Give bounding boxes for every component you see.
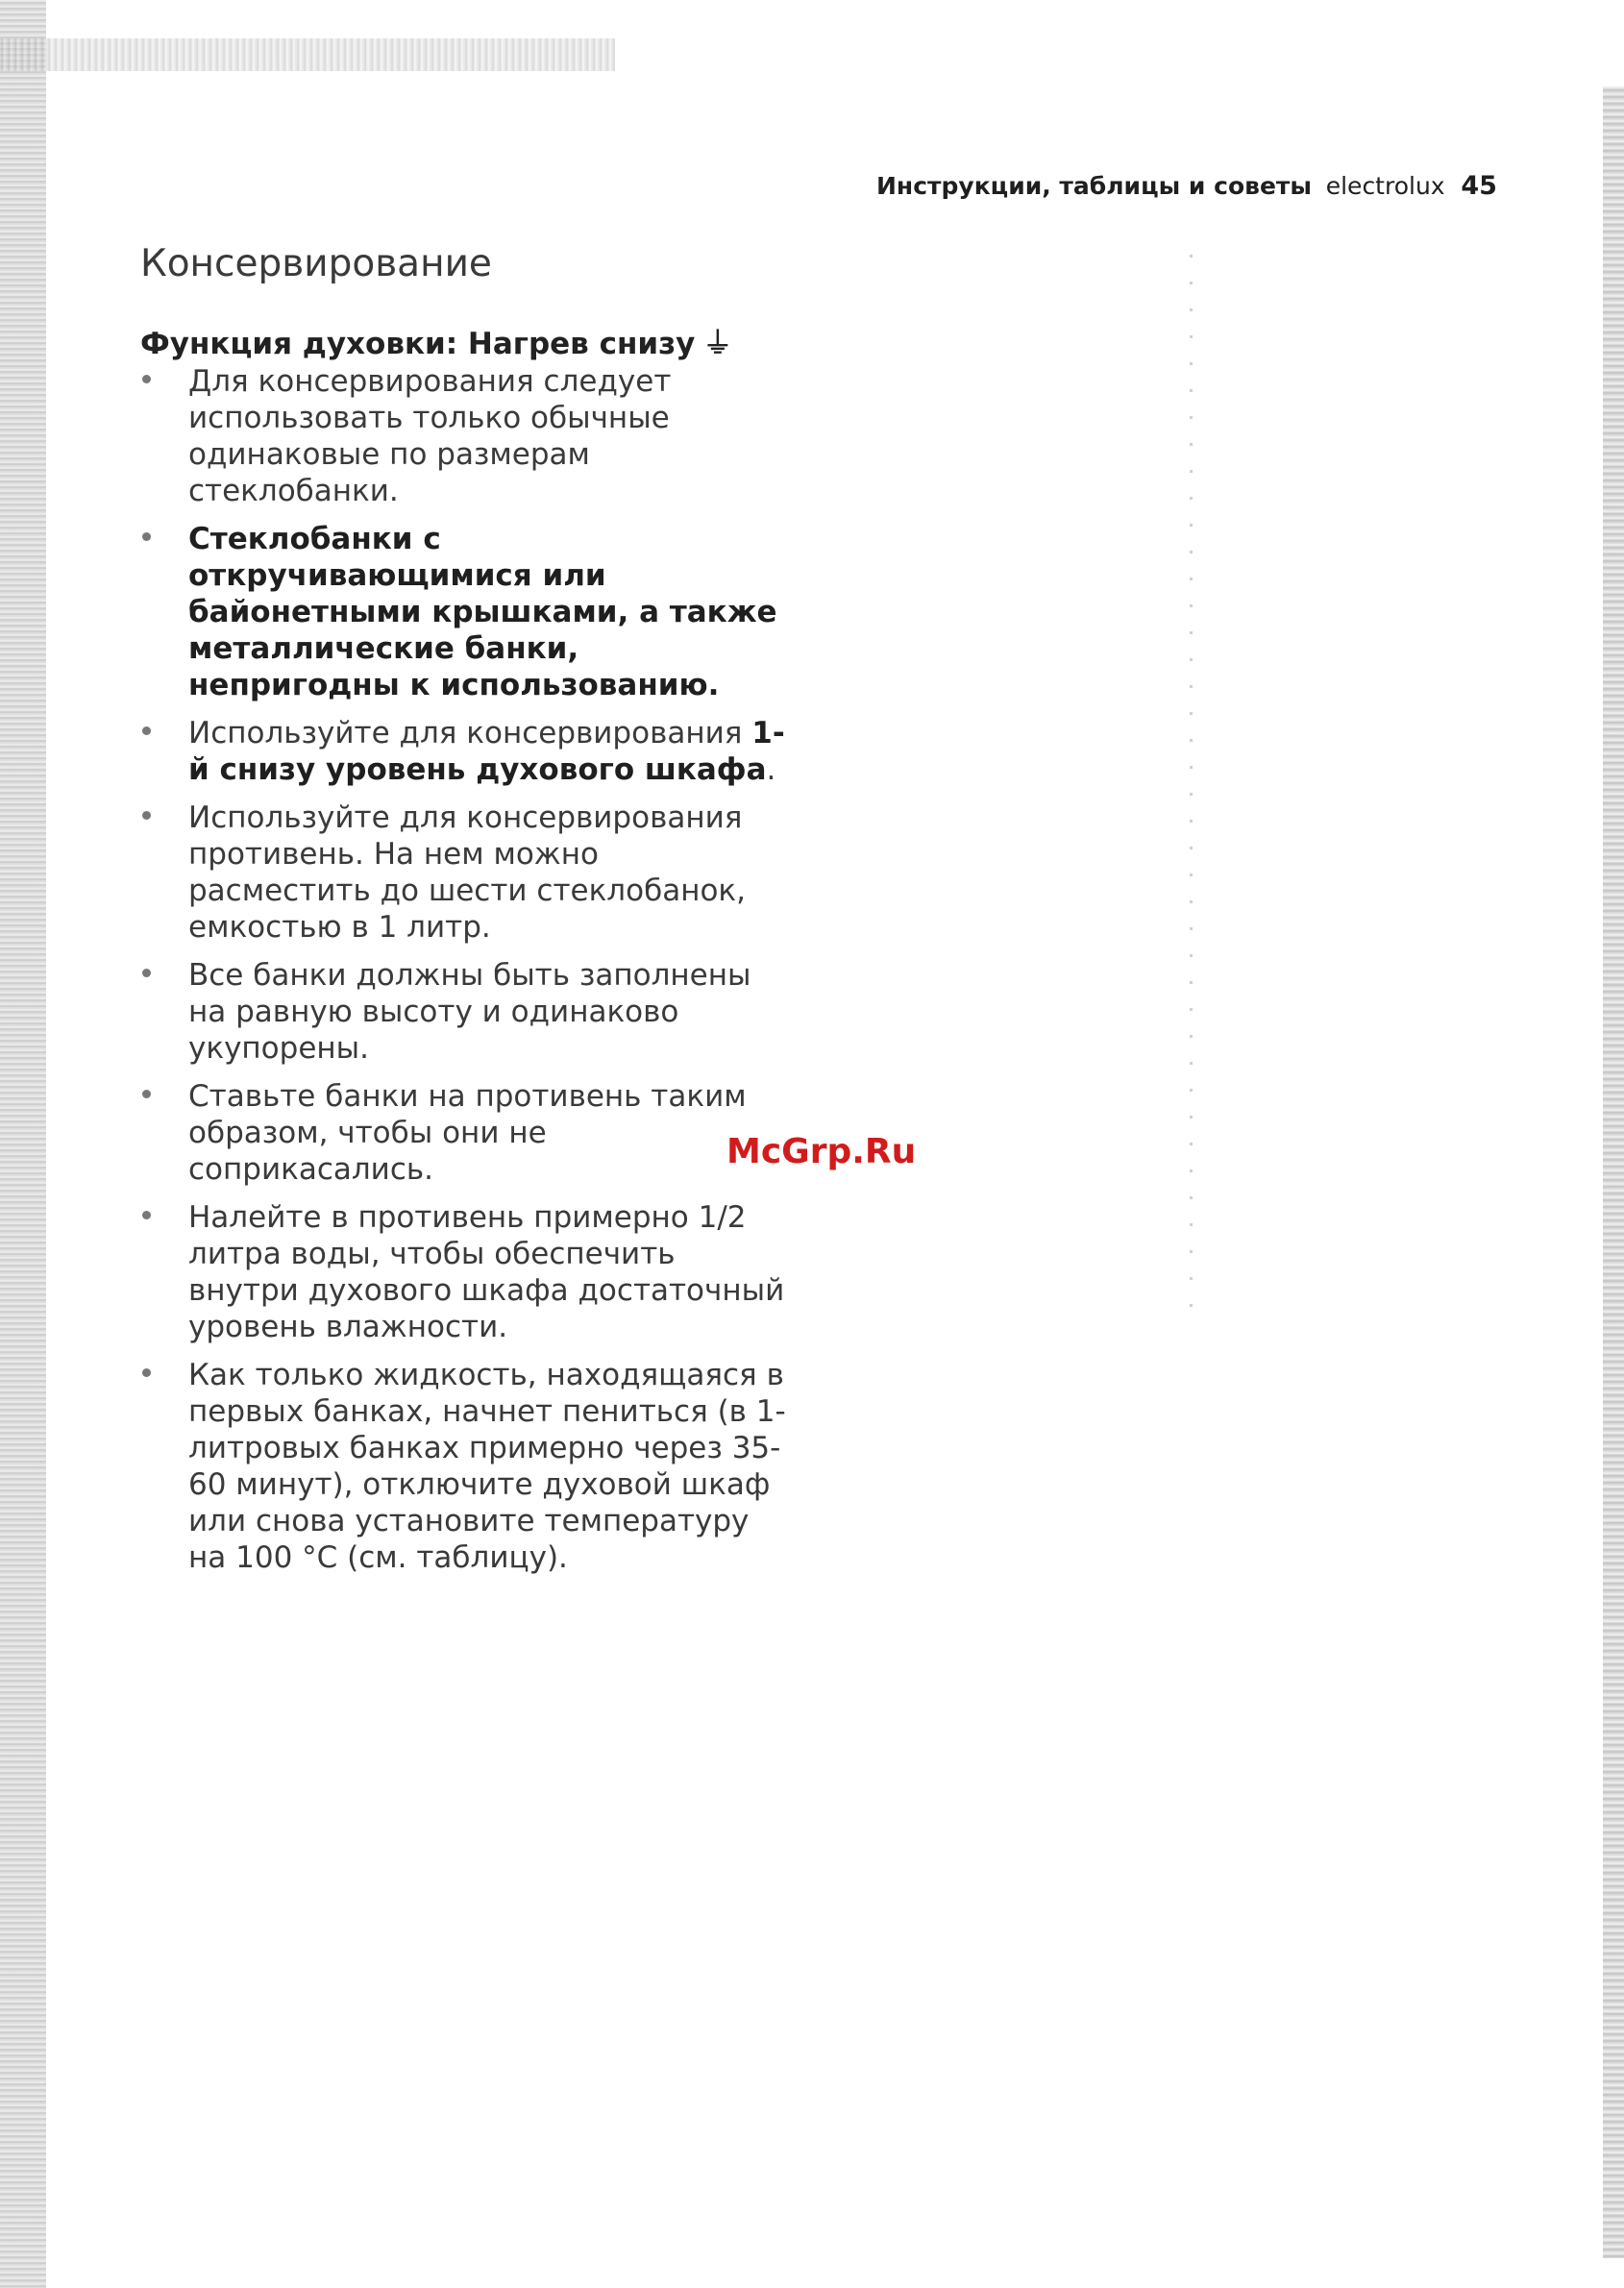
list-item-text: Стеклобанки с откручивающимися или байонетными крышками, а также металлические банки, непригодны к использованию.	[188, 522, 777, 702]
bullet-icon	[142, 375, 151, 383]
list-item-text-end: .	[766, 752, 776, 787]
list-item-text: Используйте для консервирования противень. На нем можно расместить до шести стеклобанок, емкостью в 1 литр.	[188, 800, 747, 945]
scan-edge-right	[1603, 86, 1624, 2258]
list-item-warning	[135, 521, 788, 703]
bullet-icon	[142, 726, 151, 735]
list-item-emphasis: 1-й снизу уровень духового шкафа	[188, 716, 785, 787]
bullet-icon	[142, 532, 151, 541]
page-header	[876, 171, 1497, 201]
list-item	[135, 1078, 788, 1188]
header-title: Инструкции, таблицы и советы	[876, 172, 1313, 200]
bullet-icon	[142, 969, 151, 977]
section-title: Консервирование	[140, 242, 492, 285]
list-item	[135, 800, 788, 946]
list-item	[135, 957, 788, 1067]
list-item-text: Ставьте банки на противень таким образом, чтобы они не соприкасались.	[188, 1079, 747, 1187]
scan-edge-top	[0, 38, 615, 71]
canning-instructions-list	[135, 363, 788, 1587]
list-item-text: Как только жидкость, находящаяся в первых банках, начнет пениться (в 1-литровых банках примерно через 35-60 минут), отключите духовой шкаф или снова установите температуру на 100 °C (см. таблицу).	[188, 1358, 786, 1575]
list-item-text: Налейте в противень примерно 1/2 литра воды, чтобы обеспечить внутри духового шкафа достаточный уровень влажности.	[188, 1200, 785, 1344]
list-item	[135, 1357, 788, 1576]
list-item-text: Все банки должны быть заполнены на равную высоту и одинаково укупорены.	[188, 958, 751, 1066]
list-item	[135, 715, 788, 788]
bullet-icon	[142, 1368, 151, 1377]
header-brand: electrolux	[1325, 172, 1445, 200]
bullet-icon	[142, 1090, 151, 1098]
page-number: 45	[1461, 171, 1497, 201]
list-item	[135, 363, 788, 509]
scan-fold-line	[1190, 250, 1193, 1307]
function-label-text: Функция духовки: Нагрев снизу	[140, 327, 696, 361]
list-item	[135, 1199, 788, 1345]
function-label	[140, 319, 732, 362]
bottom-heat-icon: ⏚	[702, 327, 733, 361]
bullet-icon	[142, 1211, 151, 1219]
list-item-text: Для консервирования следует использовать только обычные одинаковые по размерам стеклобанки.	[188, 364, 672, 508]
scan-edge-left	[0, 0, 46, 2288]
watermark: McGrp.Ru	[726, 1132, 917, 1171]
list-item-text: Используйте для консервирования	[188, 716, 752, 750]
bullet-icon	[142, 811, 151, 820]
